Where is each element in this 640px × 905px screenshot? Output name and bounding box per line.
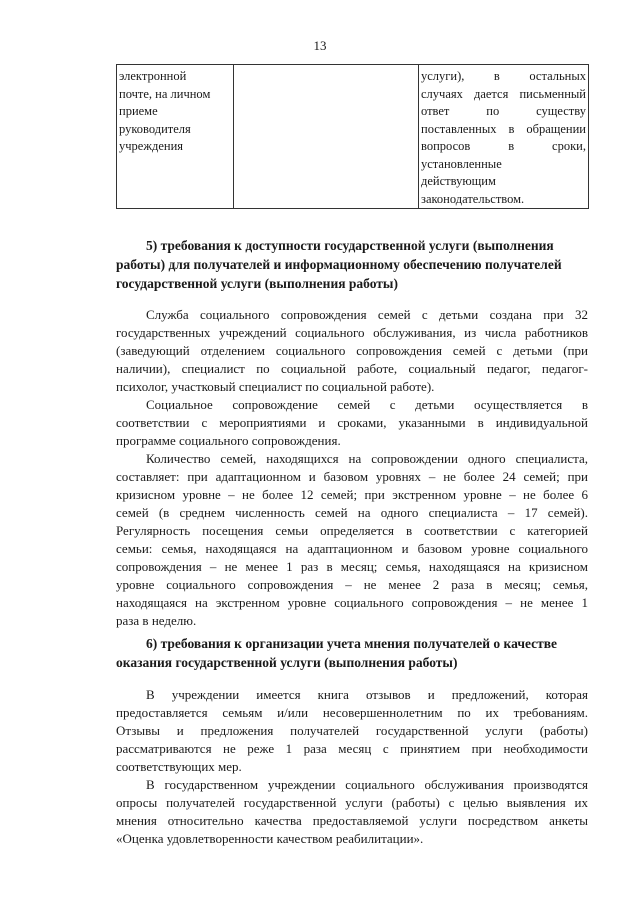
- heading-line: государственной услуги (выполнения работы): [116, 276, 398, 291]
- section-5-paragraph-3: [116, 450, 588, 630]
- text-line: В учреждении имеется книга отзывов и предложений, которая: [146, 687, 588, 702]
- text-line: Регулярность посещения семьи определяется в соответствии с категорией: [116, 523, 588, 538]
- cell-line: учреждения: [119, 139, 184, 153]
- section-5-paragraph-2: [116, 396, 588, 450]
- page-number: 13: [313, 38, 327, 53]
- table-cell-empty: [234, 65, 419, 209]
- cell-line: установленные: [421, 156, 502, 171]
- section-6-paragraph-2: [116, 776, 588, 848]
- cell-line: вопросов в сроки,: [421, 139, 586, 153]
- text-line: Отзывы и предложения получателей государственной услуги (работы): [116, 723, 588, 738]
- text-line: «Оценка удовлетворенности качеством реабилитации».: [116, 831, 424, 846]
- table-row: [117, 65, 589, 209]
- text-line: семьи: семья, находящаяся на адаптационном и базовом уровне социального: [116, 541, 588, 556]
- text-line: уровне социального сопровождения – не менее 2 раза в месяц; семья,: [116, 577, 588, 592]
- section-6-heading: [116, 634, 588, 672]
- table-cell-response: [419, 65, 589, 209]
- text-line: Социальное сопровождение семей с детьми осуществляется в: [146, 397, 588, 412]
- text-line: наличии), специалист по социальной работе, социальный педагог, педагог-: [116, 361, 588, 376]
- section-6-paragraph-1: [116, 686, 588, 776]
- text-line: опросы получателей государственной услуги (работы) с целью выявления их: [116, 795, 588, 810]
- text-line: Служба социального сопровождения семей с детьми создана при 32: [146, 307, 588, 322]
- text-line: программе социального сопровождения.: [116, 433, 341, 448]
- cell-line: руководителя: [119, 121, 191, 136]
- cell-line: услуги), в остальных: [421, 69, 586, 83]
- cell-line: почте, на личном: [119, 86, 211, 101]
- text-line: находящаяся на экстренном уровне социального сопровождения – не менее 1: [116, 595, 588, 610]
- heading-line: оказания государственной услуги (выполнения работы): [116, 655, 458, 670]
- text-line: Количество семей, находящихся на сопровождении одного специалиста,: [146, 451, 588, 466]
- cell-line: законодательством.: [421, 191, 525, 206]
- text-line: психолог, участковый специалист по социальной работе).: [116, 379, 435, 394]
- continuation-table: [116, 64, 589, 209]
- section-5-heading: [116, 236, 588, 293]
- cell-line: приеме: [119, 104, 158, 118]
- text-line: кризисном уровне – не более 12 семей; при экстренном уровне – не более 6: [116, 487, 588, 502]
- text-line: рассматриваются не реже 1 раза месяц с принятием при необходимости: [116, 741, 588, 756]
- text-line: мнения относительно качества предоставляемой услуги посредством анкеты: [116, 813, 588, 828]
- text-line: соответствующих мер.: [116, 759, 242, 774]
- heading-line: 6) требования к организации учета мнения получателей о качестве: [146, 636, 558, 651]
- heading-line: 5) требования к доступности государственной услуги (выполнения: [146, 238, 554, 253]
- cell-line: поставленных в обращении: [421, 121, 586, 136]
- text-line: В государственном учреждении социального обслуживания производятся: [146, 777, 588, 792]
- section-5-paragraph-1: [116, 306, 588, 396]
- text-line: соответствии с мероприятиями и сроками, указанными в индивидуальной: [116, 415, 588, 430]
- heading-line: работы) для получателей и информационному обеспечению получателей: [116, 257, 562, 272]
- text-line: предоставляется семьям и/или несовершеннолетним по их требованиям.: [116, 705, 588, 720]
- text-line: сопровождения – не менее 1 раз в месяц; семья, находящаяся на кризисном: [116, 559, 588, 574]
- text-line: (заведующий отделением социального сопровождения семей с детьми (при: [116, 343, 588, 358]
- text-line: семей (в среднем численность семей на одного специалиста – 17 семей).: [116, 505, 588, 520]
- cell-line: ответ по существу: [421, 104, 586, 118]
- text-line: государственных учреждений социального обслуживания, из числа работников: [116, 325, 588, 340]
- cell-line: электронной: [119, 69, 187, 83]
- cell-line: случаях дается письменный: [421, 86, 586, 101]
- text-line: составляет: при адаптационном и базовом уровнях – не более 24 семей; при: [116, 469, 588, 484]
- cell-line: действующим: [421, 174, 496, 188]
- text-line: раза в неделю.: [116, 613, 197, 628]
- table-cell-method: [117, 65, 234, 209]
